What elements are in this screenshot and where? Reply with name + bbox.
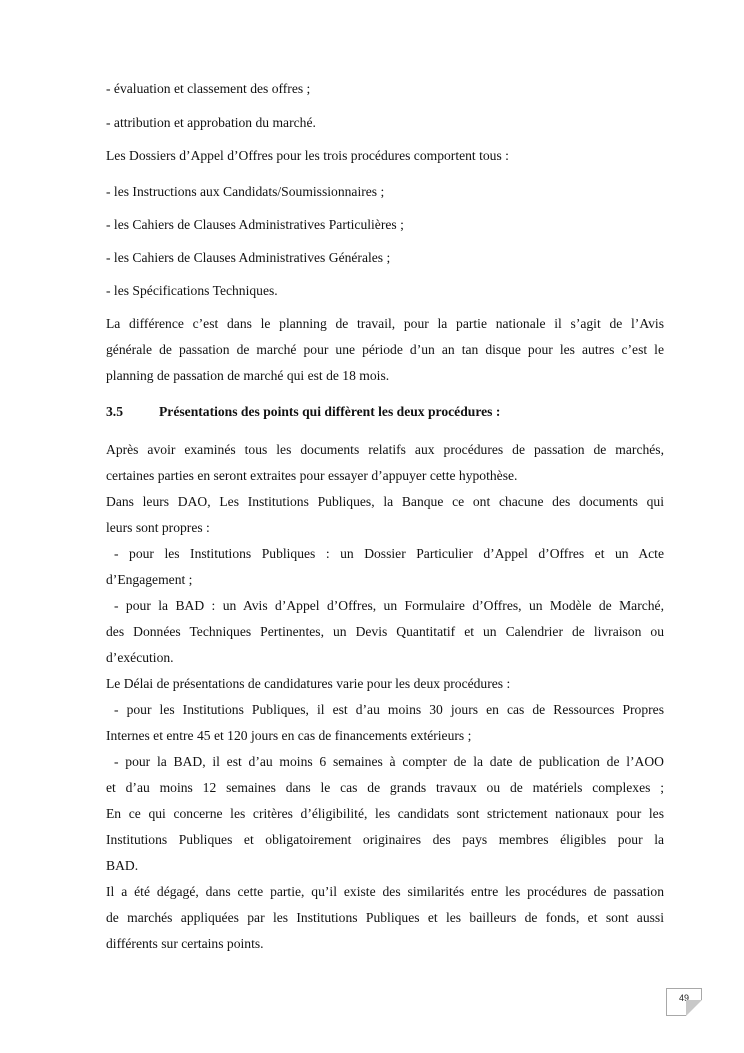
paragraph-line: d’Engagement ; (106, 572, 193, 587)
paragraph-line: générale de passation de marché pour une période d’un an tan disque pour les autres c’est le (106, 342, 664, 357)
page-number-box (666, 988, 702, 1016)
bullet-attribution: - attribution et approbation du marché. (106, 115, 316, 130)
paragraph-dao-intro: Les Dossiers d’Appel d’Offres pour les trois procédures comportent tous : (106, 148, 509, 163)
paragraph-line: de marchés appliquées par les Institutions Publiques et les bailleurs de fonds, et sont aussi (106, 910, 664, 925)
paragraph-line: différents sur certains points. (106, 936, 264, 951)
paragraph-line: Dans leurs DAO, Les Institutions Publiques, la Banque ce ont chacune des documents qui (106, 494, 664, 509)
paragraph-line: Internes et entre 45 et 120 jours en cas de financements extérieurs ; (106, 728, 472, 743)
bullet-evaluation: - évaluation et classement des offres ; (106, 81, 311, 96)
page-number: 49 (678, 993, 689, 1003)
paragraph-line: et d’au moins 12 semaines dans le cas de grands travaux ou de matériels complexes ; (106, 780, 664, 795)
paragraph-line: leurs sont propres : (106, 520, 210, 535)
list-item: - pour la BAD : un Avis d’Appel d’Offres, un Formulaire d’Offres, un Modèle de Marché, (114, 598, 664, 613)
list-item: - pour la BAD, il est d’au moins 6 semaines à compter de la date de publication de l’AOO (114, 754, 664, 769)
list-item: - pour les Institutions Publiques, il est d’au moins 30 jours en cas de Ressources Propres (114, 702, 664, 717)
section-title: Présentations des points qui diffèrent les deux procédures : (159, 404, 501, 419)
paragraph-line: Après avoir examinés tous les documents relatifs aux procédures de passation de marchés, (106, 442, 664, 457)
paragraph-line: La différence c’est dans le planning de travail, pour la partie nationale il s’agit de l’Avis (106, 316, 664, 331)
paragraph-line: certaines parties en seront extraites pour essayer d’appuyer cette hypothèse. (106, 468, 518, 483)
section-heading (106, 403, 500, 420)
paragraph-line: Le Délai de présentations de candidatures varie pour les deux procédures : (106, 676, 511, 691)
paragraph-line: d’exécution. (106, 650, 174, 665)
paragraph-line: des Données Techniques Pertinentes, un Devis Quantitatif et un Calendrier de livraison ou (106, 624, 664, 639)
paragraph-line: BAD. (106, 858, 139, 873)
paragraph-line: En ce qui concerne les critères d’éligibilité, les candidats sont strictement nationaux pour les (106, 806, 664, 821)
bullet-clauses-generales: - les Cahiers de Clauses Administratives Générales ; (106, 250, 391, 265)
paragraph-line: Institutions Publiques et obligatoirement originaires des pays membres éligibles pour la (106, 832, 664, 847)
paragraph-line: planning de passation de marché qui est de 18 mois. (106, 368, 390, 383)
bullet-clauses-particulieres: - les Cahiers de Clauses Administratives Particulières ; (106, 217, 404, 232)
bullet-instructions: - les Instructions aux Candidats/Soumissionnaires ; (106, 184, 385, 199)
bullet-specifications: - les Spécifications Techniques. (106, 283, 278, 298)
section-number: 3.5 (106, 404, 123, 419)
page-curl-icon (686, 1000, 702, 1016)
paragraph-line: Il a été dégagé, dans cette partie, qu’il existe des similarités entre les procédures de passation (106, 884, 664, 899)
list-item: - pour les Institutions Publiques : un Dossier Particulier d’Appel d’Offres et un Acte (114, 546, 664, 561)
